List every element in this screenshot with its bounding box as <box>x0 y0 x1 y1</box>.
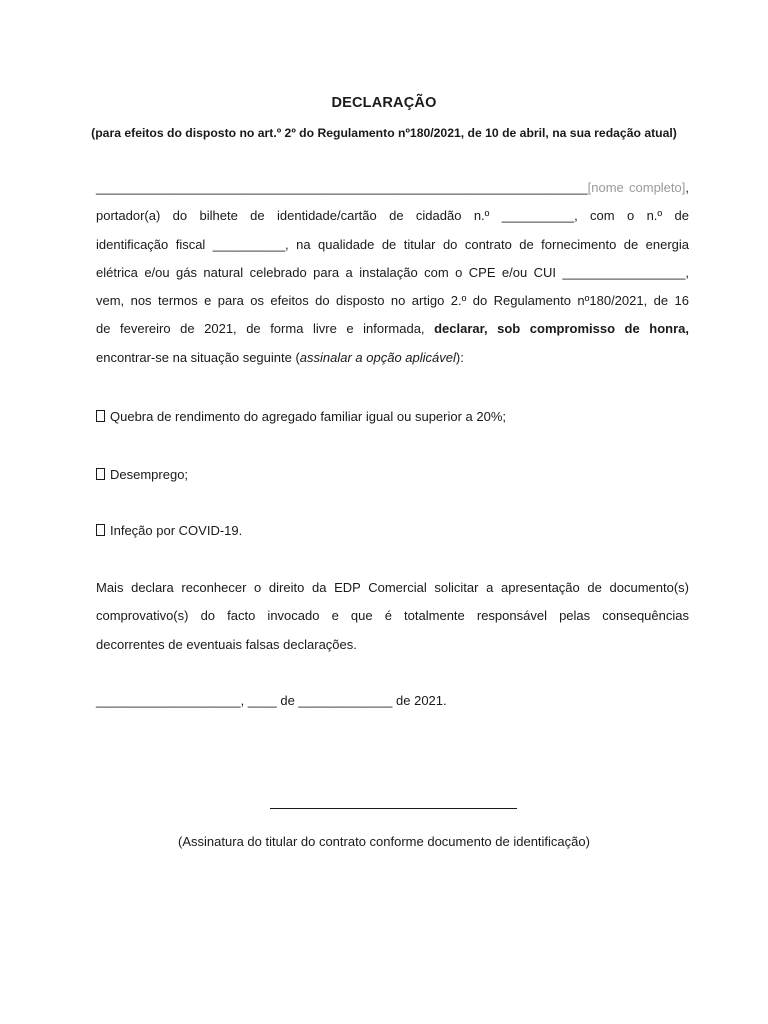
honor-commitment-text: declarar, sob compromisso de honra, <box>434 321 689 337</box>
option-label: Desemprego; <box>110 467 189 482</box>
paragraph-line: portador(a) do bilhete de identidade/cartão de cidadão n.º __________, com o n.º de <box>96 208 689 224</box>
option-label: Quebra de rendimento do agregado familiar igual ou superior a 20%; <box>110 409 507 424</box>
option-unemployment[interactable] <box>96 466 188 484</box>
signature-caption: (Assinatura do titular do contrato conforme documento de identificação) <box>178 834 590 849</box>
option-covid[interactable] <box>96 522 242 540</box>
closing-paragraph <box>96 574 689 659</box>
name-suffix: , <box>685 180 689 195</box>
paragraph-line <box>96 344 689 372</box>
place-date-line: ____________________, ____ de _____________ de 2021. <box>96 693 447 708</box>
page-subtitle: (para efeitos do disposto no art.º 2º do Regulamento nº180/2021, de 10 de abril, na sua redação atual) <box>91 126 677 140</box>
paragraph-text: encontrar-se na situação seguinte ( <box>96 349 300 365</box>
paragraph-line: decorrentes de eventuais falsas declarações. <box>96 636 357 652</box>
instruction-text: assinalar a opção aplicável <box>299 349 456 365</box>
checkbox-icon[interactable] <box>96 410 105 422</box>
paragraph-line: comprovativo(s) do facto invocado e que é totalmente responsável pelas consequências <box>96 608 689 624</box>
option-income-loss[interactable] <box>96 408 506 426</box>
name-placeholder: [nome completo] <box>587 180 686 195</box>
name-line <box>96 174 689 202</box>
paragraph-text: de fevereiro de 2021, de forma livre e informada, <box>96 321 435 337</box>
name-blank: ____________________________________________________________________ <box>96 180 588 195</box>
paragraph-line: elétrica e/ou gás natural celebrado para a instalação com o CPE e/ou CUI _________________, <box>96 264 689 280</box>
paragraph-line: vem, nos termos e para os efeitos do disposto no artigo 2.º do Regulamento nº180/2021, de 16 <box>96 293 689 309</box>
checkbox-icon[interactable] <box>96 524 105 536</box>
option-label: Infeção por COVID-19. <box>110 523 243 538</box>
paragraph-line: identificação fiscal __________, na qualidade de titular do contrato de fornecimento de energia <box>96 236 689 252</box>
declaration-paragraph <box>96 174 689 372</box>
paragraph-line: Mais declara reconhecer o direito da EDP Comercial solicitar a apresentação de documento(s) <box>96 580 689 595</box>
paragraph-line <box>96 315 689 343</box>
page-title: DECLARAÇÃO <box>331 95 437 111</box>
paragraph-text: ): <box>455 349 464 365</box>
checkbox-icon[interactable] <box>96 468 105 480</box>
signature-line <box>270 808 517 809</box>
